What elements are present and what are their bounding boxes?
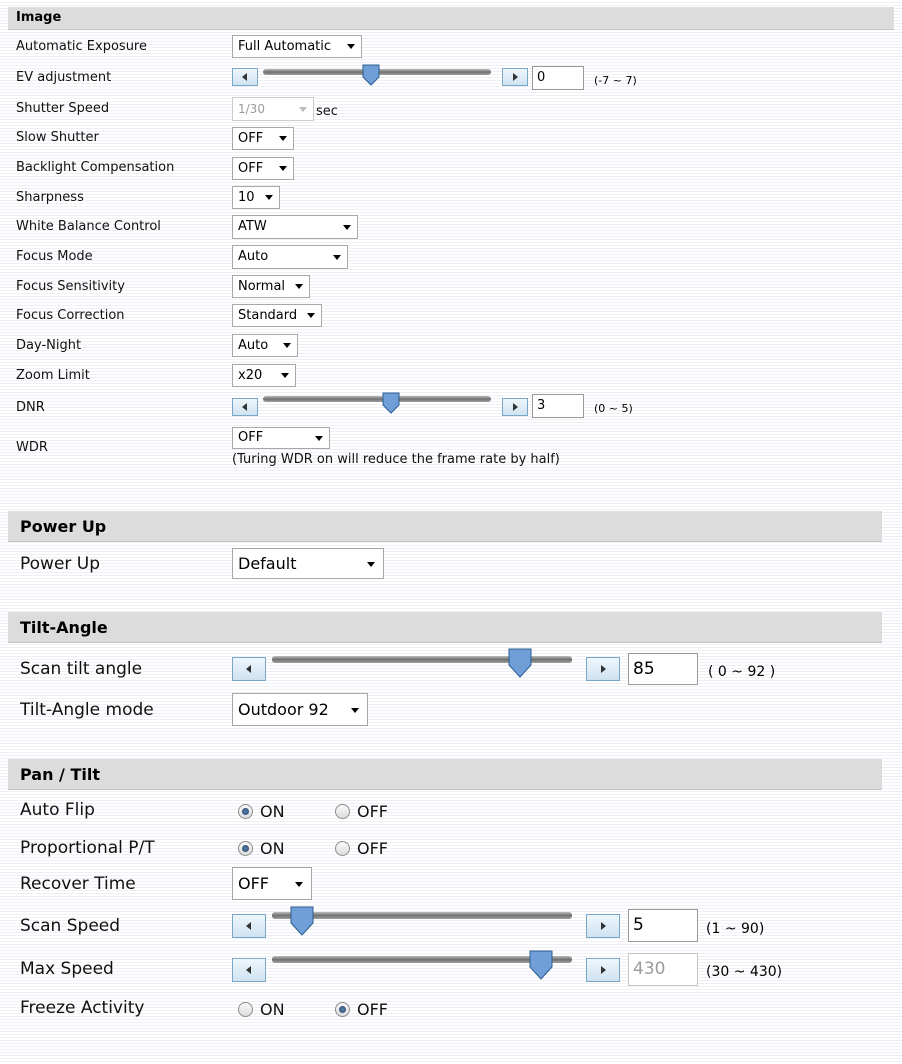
power-up-label: Power Up xyxy=(20,554,101,574)
auto-flip-off-radio[interactable] xyxy=(335,804,350,819)
freeze-activity-on-label[interactable]: ON xyxy=(260,1000,285,1019)
slow-shutter-value: OFF xyxy=(238,131,264,146)
max-speed-label: Max Speed xyxy=(20,959,114,979)
power-up-select[interactable] xyxy=(232,548,384,579)
ev-slider-thumb[interactable] xyxy=(362,64,380,86)
max-speed-input[interactable]: 430 xyxy=(628,953,698,986)
freeze-activity-off-label[interactable]: OFF xyxy=(357,1000,388,1019)
proportional-pt-on-label[interactable]: ON xyxy=(260,839,285,858)
ev-increase-button[interactable] xyxy=(502,68,528,86)
chevron-down-icon xyxy=(295,284,303,289)
chevron-down-icon xyxy=(315,436,323,441)
proportional-pt-on-radio[interactable] xyxy=(238,841,253,856)
chevron-down-icon xyxy=(351,708,359,713)
backlight-compensation-value: OFF xyxy=(238,161,264,176)
wdr-select[interactable] xyxy=(232,427,330,449)
arrow-right-icon xyxy=(601,665,606,673)
backlight-compensation-select[interactable] xyxy=(232,157,294,180)
chevron-down-icon xyxy=(295,882,303,887)
proportional-pt-label: Proportional P/T xyxy=(20,838,155,858)
power-up-section-title: Power Up xyxy=(20,517,107,536)
recover-time-value: OFF xyxy=(238,874,269,893)
auto-flip-on-label[interactable]: ON xyxy=(260,802,285,821)
scan-speed-label: Scan Speed xyxy=(20,916,121,936)
scan-tilt-angle-label: Scan tilt angle xyxy=(20,659,143,679)
proportional-pt-off-label[interactable]: OFF xyxy=(357,839,388,858)
auto-flip-label: Auto Flip xyxy=(20,800,95,820)
scan-tilt-angle-slider-thumb[interactable] xyxy=(508,648,532,678)
day-night-value: Auto xyxy=(238,338,269,353)
scan-speed-input[interactable]: 5 xyxy=(628,909,698,942)
sharpness-value: 10 xyxy=(238,190,255,205)
white-balance-control-label: White Balance Control xyxy=(16,219,161,234)
chevron-down-icon xyxy=(367,562,375,567)
chevron-down-icon xyxy=(343,225,351,230)
focus-mode-select[interactable] xyxy=(232,245,348,269)
scan-tilt-angle-range-hint: ( 0 ~ 92 ) xyxy=(708,664,776,680)
dnr-label: DNR xyxy=(16,400,45,415)
image-section-header xyxy=(8,7,894,30)
ev-adjustment-label: EV adjustment xyxy=(16,70,112,85)
white-balance-control-select[interactable] xyxy=(232,215,358,239)
dnr-slider-track[interactable] xyxy=(263,396,491,402)
wdr-label: WDR xyxy=(16,440,48,455)
arrow-left-icon xyxy=(246,966,251,974)
tilt-angle-mode-value: Outdoor 92 xyxy=(238,700,329,719)
ev-decrease-button[interactable] xyxy=(232,68,258,86)
automatic-exposure-label: Automatic Exposure xyxy=(16,39,147,54)
arrow-right-icon xyxy=(601,922,606,930)
max-speed-slider-thumb[interactable] xyxy=(529,950,553,980)
scan-speed-range-hint: (1 ~ 90) xyxy=(706,921,765,937)
ev-range-hint: (-7 ~ 7) xyxy=(594,74,637,87)
max-speed-range-hint: (30 ~ 430) xyxy=(706,964,783,980)
shutter-speed-unit: sec xyxy=(316,104,338,119)
max-speed-slider-track[interactable] xyxy=(272,956,572,963)
max-speed-increase-button[interactable] xyxy=(586,958,620,982)
freeze-activity-off-radio[interactable] xyxy=(335,1002,350,1017)
tilt-angle-mode-select[interactable] xyxy=(232,693,368,726)
focus-mode-label: Focus Mode xyxy=(16,249,93,264)
tilt-angle-section-title: Tilt-Angle xyxy=(20,618,108,637)
pan-tilt-section-header xyxy=(8,759,882,790)
arrow-left-icon xyxy=(246,922,251,930)
recover-time-select[interactable] xyxy=(232,867,312,900)
focus-correction-label: Focus Correction xyxy=(16,308,125,323)
proportional-pt-off-radio[interactable] xyxy=(335,841,350,856)
scan-speed-slider-track[interactable] xyxy=(272,912,572,919)
scan-speed-increase-button[interactable] xyxy=(586,914,620,938)
chevron-down-icon xyxy=(347,44,355,49)
scan-tilt-angle-increase-button[interactable] xyxy=(586,657,620,681)
dnr-value-input[interactable]: 3 xyxy=(532,394,584,418)
automatic-exposure-select[interactable] xyxy=(232,35,362,58)
day-night-select[interactable] xyxy=(232,334,298,357)
sharpness-label: Sharpness xyxy=(16,190,84,205)
auto-flip-off-label[interactable]: OFF xyxy=(357,802,388,821)
dnr-slider-thumb[interactable] xyxy=(382,392,400,414)
arrow-right-icon xyxy=(513,403,518,411)
sharpness-select[interactable] xyxy=(232,186,280,209)
recover-time-label: Recover Time xyxy=(20,874,136,894)
auto-flip-on-radio[interactable] xyxy=(238,804,253,819)
chevron-down-icon xyxy=(333,255,341,260)
day-night-label: Day-Night xyxy=(16,338,82,353)
dnr-range-hint: (0 ~ 5) xyxy=(594,402,633,415)
scan-speed-decrease-button[interactable] xyxy=(232,914,266,938)
backlight-compensation-label: Backlight Compensation xyxy=(16,160,175,175)
slow-shutter-label: Slow Shutter xyxy=(16,130,99,145)
focus-correction-select[interactable] xyxy=(232,304,322,327)
white-balance-control-value: ATW xyxy=(238,219,267,234)
scan-tilt-angle-input[interactable]: 85 xyxy=(628,653,698,685)
arrow-left-icon xyxy=(242,73,247,81)
zoom-limit-select[interactable] xyxy=(232,364,296,387)
slow-shutter-select[interactable] xyxy=(232,127,294,150)
dnr-decrease-button[interactable] xyxy=(232,398,258,416)
power-up-value: Default xyxy=(238,554,297,573)
automatic-exposure-value: Full Automatic xyxy=(238,39,332,54)
power-up-section-header xyxy=(8,511,882,542)
image-section-title: Image xyxy=(16,10,62,25)
focus-mode-value: Auto xyxy=(238,249,269,264)
tilt-angle-mode-label: Tilt-Angle mode xyxy=(20,700,154,720)
chevron-down-icon xyxy=(299,107,307,112)
chevron-down-icon xyxy=(283,343,291,348)
chevron-down-icon xyxy=(307,313,315,318)
ev-value-input[interactable]: 0 xyxy=(532,66,584,90)
wdr-note: (Turing WDR on will reduce the frame rate by half) xyxy=(232,452,560,467)
arrow-right-icon xyxy=(601,966,606,974)
freeze-activity-label: Freeze Activity xyxy=(20,998,145,1018)
chevron-down-icon xyxy=(279,166,287,171)
arrow-right-icon xyxy=(513,73,518,81)
zoom-limit-label: Zoom Limit xyxy=(16,368,90,383)
freeze-activity-on-radio[interactable] xyxy=(238,1002,253,1017)
focus-correction-value: Standard xyxy=(238,308,298,323)
scan-speed-slider-thumb[interactable] xyxy=(290,906,314,936)
shutter-speed-label: Shutter Speed xyxy=(16,101,110,116)
max-speed-decrease-button[interactable] xyxy=(232,958,266,982)
focus-sensitivity-select[interactable] xyxy=(232,275,310,298)
scan-tilt-angle-decrease-button[interactable] xyxy=(232,657,266,681)
arrow-left-icon xyxy=(242,403,247,411)
chevron-down-icon xyxy=(265,195,273,200)
tilt-angle-section-header xyxy=(8,612,882,643)
dnr-increase-button[interactable] xyxy=(502,398,528,416)
focus-sensitivity-label: Focus Sensitivity xyxy=(16,279,125,294)
chevron-down-icon xyxy=(281,373,289,378)
focus-sensitivity-value: Normal xyxy=(238,279,286,294)
shutter-speed-value: 1/30 xyxy=(238,102,265,116)
pan-tilt-section-title: Pan / Tilt xyxy=(20,765,100,784)
shutter-speed-select[interactable] xyxy=(232,97,314,121)
chevron-down-icon xyxy=(279,136,287,141)
zoom-limit-value: x20 xyxy=(238,368,263,383)
arrow-left-icon xyxy=(246,665,251,673)
wdr-value: OFF xyxy=(238,430,264,445)
